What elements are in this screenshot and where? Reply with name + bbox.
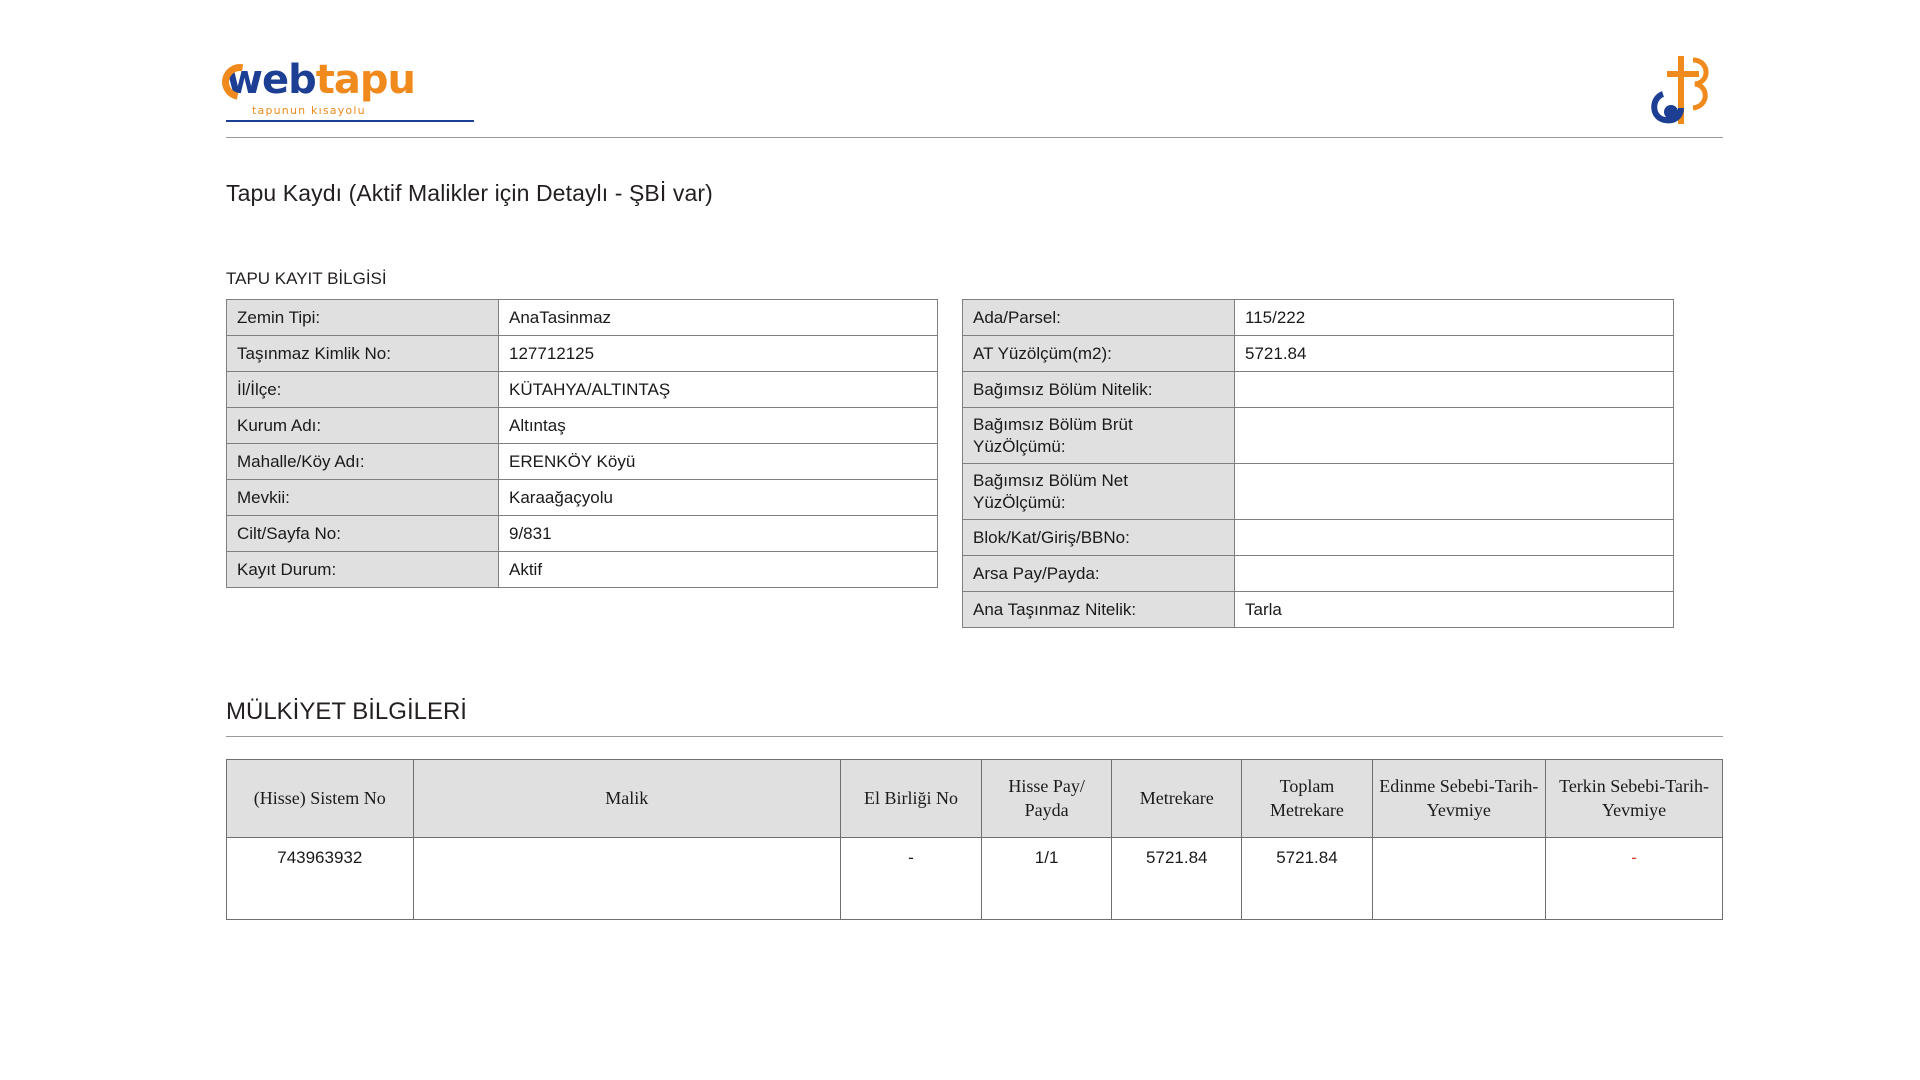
cell-hisse-pay-payda: 1/1 — [982, 838, 1112, 920]
field-value — [1235, 408, 1674, 464]
ownership-section-label: MÜLKİYET BİLGİLERİ — [226, 698, 1723, 737]
field-value: Tarla — [1235, 592, 1674, 628]
registry-right-table — [962, 299, 1674, 628]
cell-el-birligi-no: - — [841, 838, 982, 920]
column-header-sistem-no: (Hisse) Sistem No — [227, 760, 414, 838]
page-title: Tapu Kaydı (Aktif Malikler için Detaylı - ŞBİ var) — [226, 180, 713, 206]
field-value — [1235, 520, 1674, 556]
table-row — [963, 408, 1674, 464]
logo-web-text: web — [226, 57, 316, 103]
field-label: AT Yüzölçüm(m2): — [963, 336, 1235, 372]
field-label: Bağımsız Bölüm Brüt YüzÖlçümü: — [963, 408, 1235, 464]
field-label: İl/İlçe: — [227, 372, 499, 408]
webtapu-logo — [226, 57, 476, 130]
field-value: ERENKÖY Köyü — [499, 444, 938, 480]
field-value — [1235, 556, 1674, 592]
field-value: KÜTAHYA/ALTINTAŞ — [499, 372, 938, 408]
cell-metrekare: 5721.84 — [1112, 838, 1242, 920]
registry-section-label: TAPU KAYIT BİLGİSİ — [226, 269, 387, 288]
cell-sistem-no: 743963932 — [227, 838, 414, 920]
cell-malik — [413, 838, 840, 920]
column-header-metrekare: Metrekare — [1112, 760, 1242, 838]
column-header-terkin-sebebi: Terkin Sebebi-Tarih-Yevmiye — [1546, 760, 1723, 838]
table-row — [963, 520, 1674, 556]
registry-tables — [226, 299, 1723, 628]
column-header-toplam-metrekare: Toplam Metrekare — [1242, 760, 1372, 838]
table-row — [227, 336, 938, 372]
field-label: Kurum Adı: — [227, 408, 499, 444]
table-row — [227, 372, 938, 408]
field-label: Taşınmaz Kimlik No: — [227, 336, 499, 372]
document-content — [226, 48, 1723, 920]
field-label: Kayıt Durum: — [227, 552, 499, 588]
column-header-hisse-pay-payda: Hisse Pay/ Payda — [982, 760, 1112, 838]
logo-wordmark — [226, 57, 476, 103]
field-label: Zemin Tipi: — [227, 300, 499, 336]
table-row — [963, 336, 1674, 372]
table-row — [227, 444, 938, 480]
table-row — [963, 556, 1674, 592]
registry-left-table — [226, 299, 938, 588]
logo-tagline: tapunun kısayolu — [252, 104, 366, 117]
cell-edinme — [1372, 838, 1546, 920]
field-value — [1235, 372, 1674, 408]
table-row — [227, 552, 938, 588]
field-label: Ana Taşınmaz Nitelik: — [963, 592, 1235, 628]
field-label: Cilt/Sayfa No: — [227, 516, 499, 552]
field-value: Altıntaş — [499, 408, 938, 444]
field-label: Bağımsız Bölüm Nitelik: — [963, 372, 1235, 408]
field-value — [1235, 464, 1674, 520]
field-label: Ada/Parsel: — [963, 300, 1235, 336]
field-value: Aktif — [499, 552, 938, 588]
field-label: Mahalle/Köy Adı: — [227, 444, 499, 480]
field-label: Blok/Kat/Giriş/BBNo: — [963, 520, 1235, 556]
table-row — [963, 300, 1674, 336]
field-value: 9/831 — [499, 516, 938, 552]
page-header — [226, 48, 1723, 138]
table-row — [227, 838, 1723, 920]
ownership-table — [226, 759, 1723, 920]
column-header-malik: Malik — [413, 760, 840, 838]
field-label: Arsa Pay/Payda: — [963, 556, 1235, 592]
table-row — [227, 516, 938, 552]
table-row — [227, 408, 938, 444]
table-row — [963, 372, 1674, 408]
column-header-edinme-sebebi: Edinme Sebebi-Tarih-Yevmiye — [1372, 760, 1546, 838]
field-label: Bağımsız Bölüm Net YüzÖlçümü: — [963, 464, 1235, 520]
field-value: 5721.84 — [1235, 336, 1674, 372]
field-value: Karaağaçyolu — [499, 480, 938, 516]
cell-toplam-metrekare: 5721.84 — [1242, 838, 1372, 920]
tkgm-logo — [1647, 54, 1713, 126]
table-row — [963, 464, 1674, 520]
table-row — [227, 480, 938, 516]
cell-terkin: - — [1546, 838, 1723, 920]
field-label: Mevkii: — [227, 480, 499, 516]
field-value: 127712125 — [499, 336, 938, 372]
field-value: 115/222 — [1235, 300, 1674, 336]
column-header-el-birligi-no: El Birliği No — [841, 760, 982, 838]
logo-tapu-text: tapu — [315, 57, 415, 103]
logo-underline — [226, 120, 474, 122]
table-header-row — [227, 760, 1723, 838]
table-row — [963, 592, 1674, 628]
field-value: AnaTasinmaz — [499, 300, 938, 336]
table-row — [227, 300, 938, 336]
